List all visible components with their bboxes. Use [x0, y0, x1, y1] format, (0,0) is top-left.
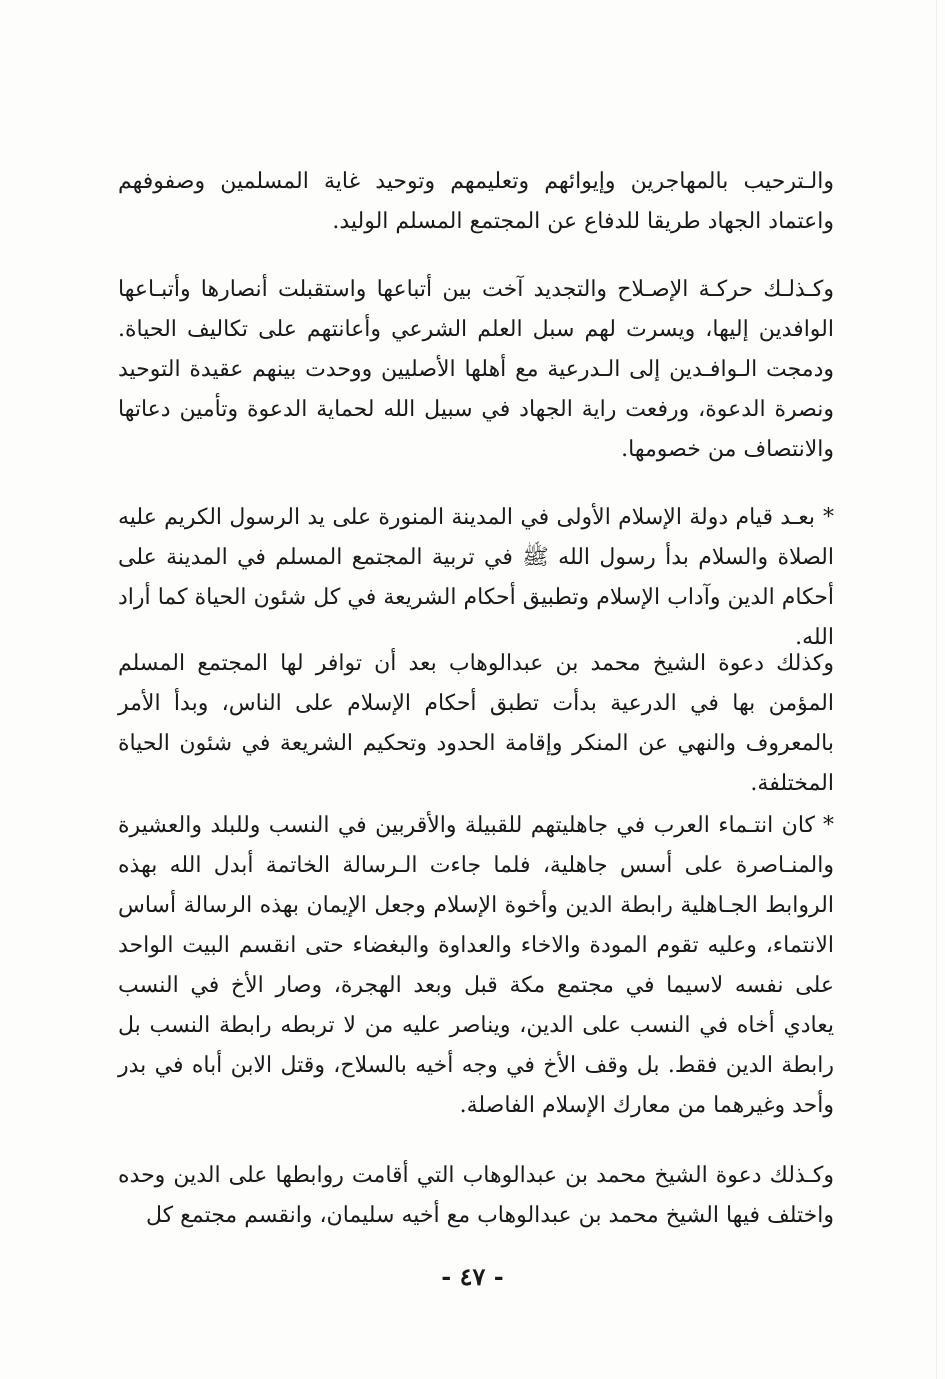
paragraph-text: وكـذلك دعوة الشيخ محمد بن عبدالوهاب التي أقامت روابطها على الدين وحده واختلف فيها الشيخ محمد بن عبدالوهاب مع أخيه سليمان، وانقسم مجتمع كل: [118, 1163, 834, 1228]
bullet-star: *: [823, 813, 834, 838]
paragraph-text: [118, 806, 834, 1126]
bullet-star: *: [823, 505, 834, 530]
page-number: - ٤٧ -: [441, 1262, 504, 1291]
paragraph-6: [118, 1156, 834, 1236]
paragraph-1: [118, 162, 834, 242]
paragraph-text: والـترحيب بالمهاجرين وإيوائهم وتعليمهم وتوحيد غاية المسلمين وصفوفهم واعتماد الجهاد طريقا للدفاع عن المجتمع المسلم الوليد.: [118, 169, 834, 234]
paragraph-2: [118, 270, 834, 470]
paragraph-body: كان انتـماء العرب في جاهليتهم للقبيلة والأقربين في النسب وللبلد والعشيرة والمنـاصرة على أسس جاهلية، فلما جاءت الـرسالة الخاتمة أبدل الله بهذه الروابط الجـاهلية رابطة الدين وأخوة الإسلام وجعل الإيمان بهذه الرسالة أساس الانتماء، وعليه تقوم المودة والاخاء والعداوة والبغضاء حتى انقسم البيت الواحد على نفسه لاسيما في مجتمع مكة قبل وبعد الهجرة، وصار الأخ في النسب يعادي أخاه في النسب على الدين، ويناصر عليه من لا تربطه رابطة النسب بل رابطة الدين فقط. بل وقف الأخ في وجه أخيه بالسلاح، وقتل الابن أباه في بدر وأحد وغيرهما من معارك الإسلام الفاصلة.: [118, 813, 834, 1118]
paragraph-5: [118, 806, 834, 1126]
paragraph-text: وكذلك دعوة الشيخ محمد بن عبدالوهاب بعد أن توافر لها المجتمع المسلم المؤمن بها في الدرعية بدأت تطبق أحكام الإسلام على الناس، وبدأ الأمر بالمعروف والنهي عن المنكر وإقامة الحدود وتحكيم الشريعة في شئون الحياة المختلفة.: [118, 651, 834, 796]
paragraph-text: وكـذلـك حركـة الإصـلاح والتجديد آخت بين أتباعها واستقبلت أنصارها وأتبـاعها الوافدين إليها، ويسرت لهم سبل العلم الشرعي وأعانتهم على تكاليف الحياة. ودمجت الـوافـدين إلى الـدرعية مع أهلها الأصليين ووحدت بينهم عقيدة التوحيد ونصرة الدعوة، ورفعت راية الجهاد في سبيل الله لحماية الدعوة وتأمين دعاتها والانتصاف من خصومها.: [118, 277, 834, 462]
paragraph-body: بعـد قيام دولة الإسلام الأولى في المدينة المنورة على يد الرسول الكريم عليه الصلاة والسلام بدأ رسول الله ﷺ في تربية المجتمع المسلم في المدينة على أحكام الدين وآداب الإسلام وتطبيق أحكام الشريعة في كل شئون الحياة كما أراد الله.: [118, 505, 834, 650]
paragraph-4: [118, 644, 834, 804]
paragraph-text: [118, 498, 834, 658]
page-edge-line: [936, 0, 937, 1379]
paragraph-3: [118, 498, 834, 658]
